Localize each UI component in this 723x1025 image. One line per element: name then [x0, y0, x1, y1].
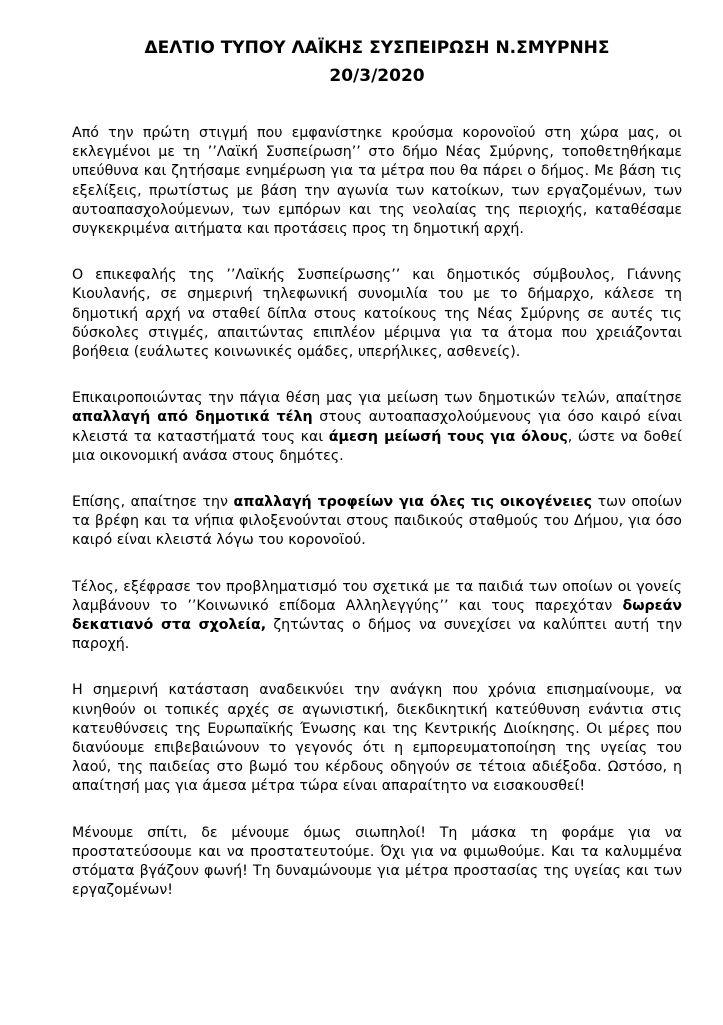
paragraph-2: Ο επικεφαλής της ’’Λαϊκής Συσπείρωσης’’ και δημοτικός σύμβουλος, Γιάννης Κιουλανής, σε σημερινή τηλεφωνική συνομιλία του με το δήμαρχο, κάλεσε τη δημοτική αρχή να σταθεί δίπλα στους κατοίκους της Νέας Σμύρνης σε αυτές τις δύσκολες στιγμές, απαιτώντας επιπλέον μέριμνα για τα άτομα που χρειάζονται βοήθεια (ευάλωτες κοινωνικές ομάδες, υπερήλικες, ασθενείς).	[72, 267, 682, 361]
paragraph-4	[72, 493, 682, 551]
paragraph-5-text-2: ζητώντας ο δήμος να συνεχίσει να καλύπτει αυτή την παροχή.	[72, 617, 683, 653]
paragraph-3-text-1: Επικαιροποιώντας την πάγια θέση μας για μείωση των δημοτικών τελών, απαίτησε	[72, 390, 682, 407]
paragraph-3-text-3: , ώστε να δοθεί μια οικονομική ανάσα στους δημότες.	[72, 428, 682, 464]
paragraph-7: Μένουμε σπίτι, δε μένουμε όμως σιωπηλοί! Τη μάσκα τη φοράμε για να προστατεύσουμε και να προστατευτούμε. Όχι για να φιμωθούμε. Και τα καλυμμένα στόματα βγάζουν φωνή! Τη δυναμώνουμε για μέτρα προστασίας της υγείας και των εργαζομένων!	[72, 824, 682, 899]
paragraph-3-bold-2: άμεση μείωσή τους για όλους	[328, 428, 568, 445]
document-date: 20/3/2020	[329, 66, 425, 86]
paragraph-4-bold-1: απαλλαγή τροφείων για όλες τις οικογένειες	[233, 494, 593, 511]
paragraph-1: Από την πρώτη στιγμή που εμφανίστηκε κρούσμα κορονοϊού στη χώρα μας, οι εκλεγμένοι με τη ’’Λαϊκή Συσπείρωση’’ στο δήμο Νέας Σμύρνης, τοποθετηθήκαμε υπεύθυνα και ζητήσαμε ενημέρωση για τα μέτρα που θα πάρει ο δήμος. Με βάση τις εξελίξεις, πρωτίστως με βάση την αγωνία των κατοίκων, των εργαζομένων, των αυτοαπασχολούμενων, των εμπόρων και της νεολαίας της περιοχής, καταθέσαμε συγκεκριμένα αιτήματα και προτάσεις προς τη δημοτική αρχή.	[72, 125, 682, 238]
paragraph-6: Η σημερινή κατάσταση αναδεικνύει την ανάγκη που χρόνια επισημαίνουμε, να κινηθούν οι τοπικές αρχές σε αγωνιστική, διεκδικητική κατεύθυνση ενάντια στις κατευθύνσεις της Ευρωπαϊκής Ένωσης και της Κεντρικής Διοίκησης. Οι μέρες που διανύουμε επιβεβαιώνουν το γεγονός ότι η εμπορευματοποίηση της υγείας του λαού, της παιδείας στο βωμό του κέρδους οδηγούν σε τέτοια αδιέξοδα. Ωστόσο, η απαίτησή μας για άμεσα μέτρα τώρα είναι απαραίτητο να εισακουσθεί!	[72, 682, 682, 795]
press-release-page	[72, 34, 682, 928]
paragraph-3-bold-1: απαλλαγή από δημοτικά τέλη	[72, 409, 313, 426]
paragraph-5-bold-1: δωρεάν δεκατιανό στα σχολεία,	[72, 597, 682, 634]
paragraph-3-text-2: στους αυτοαπασχολούμενους για όσο καιρό είναι κλειστά τα καταστήματά τους και	[72, 409, 682, 445]
paragraph-3	[72, 389, 682, 466]
paragraph-5	[72, 578, 682, 655]
paragraph-4-text-2: των οποίων τα βρέφη και τα νήπια φιλοξενούνται στους παιδικούς σταθμούς του Δήμου, για όσο καιρό είναι κλειστά λόγω του κορονοϊού.	[72, 494, 682, 549]
paragraph-4-text-1: Επίσης, απαίτησε την	[72, 494, 234, 511]
header	[72, 34, 682, 90]
paragraph-5-text-1: Τέλος, εξέφρασε τον προβληματισμό του σχετικά με τα παιδιά των οποίων οι γονείς λαμβάνουν το ’’Κοινωνικό επίδομα Αλληλεγγύης’’ και τους παρεχόταν	[72, 578, 682, 614]
document-title: ΔΕΛΤΙΟ ΤΥΠΟΥ ΛΑΪΚΗΣ ΣΥΣΠΕΙΡΩΣΗ Ν.ΣΜΥΡΝΗΣ	[144, 38, 610, 58]
